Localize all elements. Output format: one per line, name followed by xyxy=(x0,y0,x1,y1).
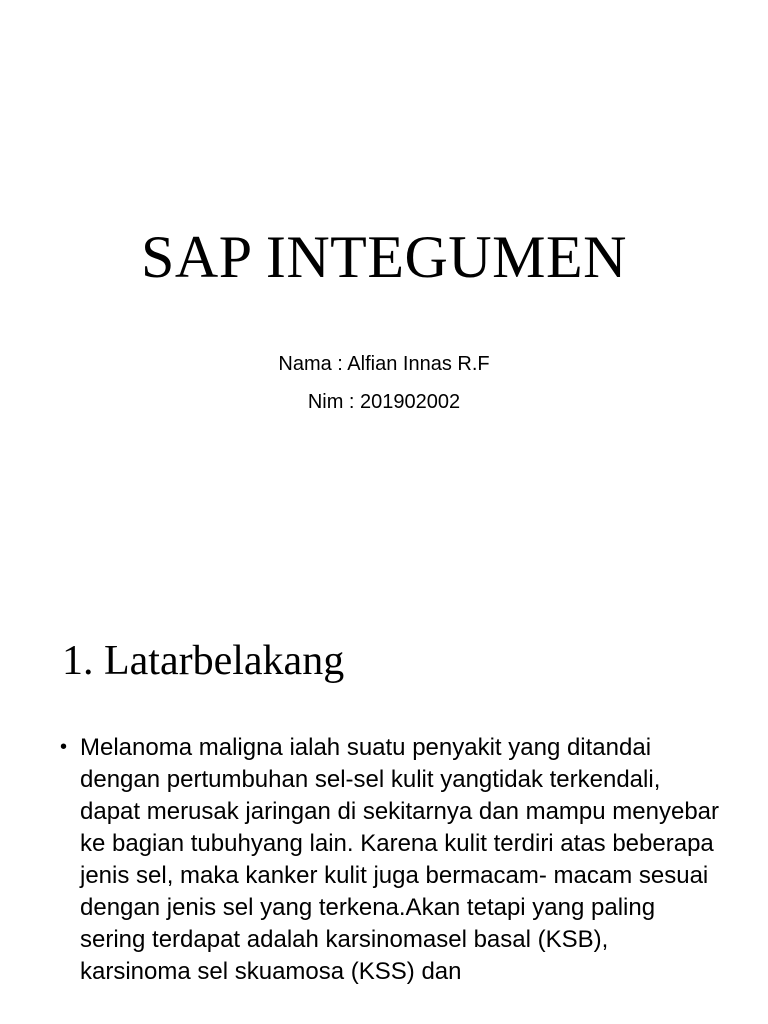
bullet-item xyxy=(60,732,720,988)
slide-subtitle xyxy=(0,345,768,421)
bullet-icon: • xyxy=(60,736,68,758)
bullet-list xyxy=(60,732,720,988)
bullet-text: Melanoma maligna ialah suatu penyakit yang ditandai dengan pertumbuhan sel-sel kulit yangtidak terkendali, dapat merusak jaringan di sekitarnya dan mampu menyebar ke bagian tubuhyang lain. Karena kulit terdiri atas beberapa jenis sel, maka kanker kulit juga bermacam- macam sesuai dengan jenis sel yang terkena.Akan tetapi yang paling sering terdapat adalah karsinomasel basal (KSB), karsinoma sel skuamosa (KSS) dan xyxy=(80,734,720,985)
content-slide xyxy=(0,580,768,1024)
section-heading: 1. Latarbelakang xyxy=(62,638,345,684)
student-nim: Nim : 201902002 xyxy=(307,391,461,413)
slide-title: SAP INTEGUMEN xyxy=(141,224,627,290)
student-name: Nama : Alfian Innas R.F xyxy=(278,353,490,375)
